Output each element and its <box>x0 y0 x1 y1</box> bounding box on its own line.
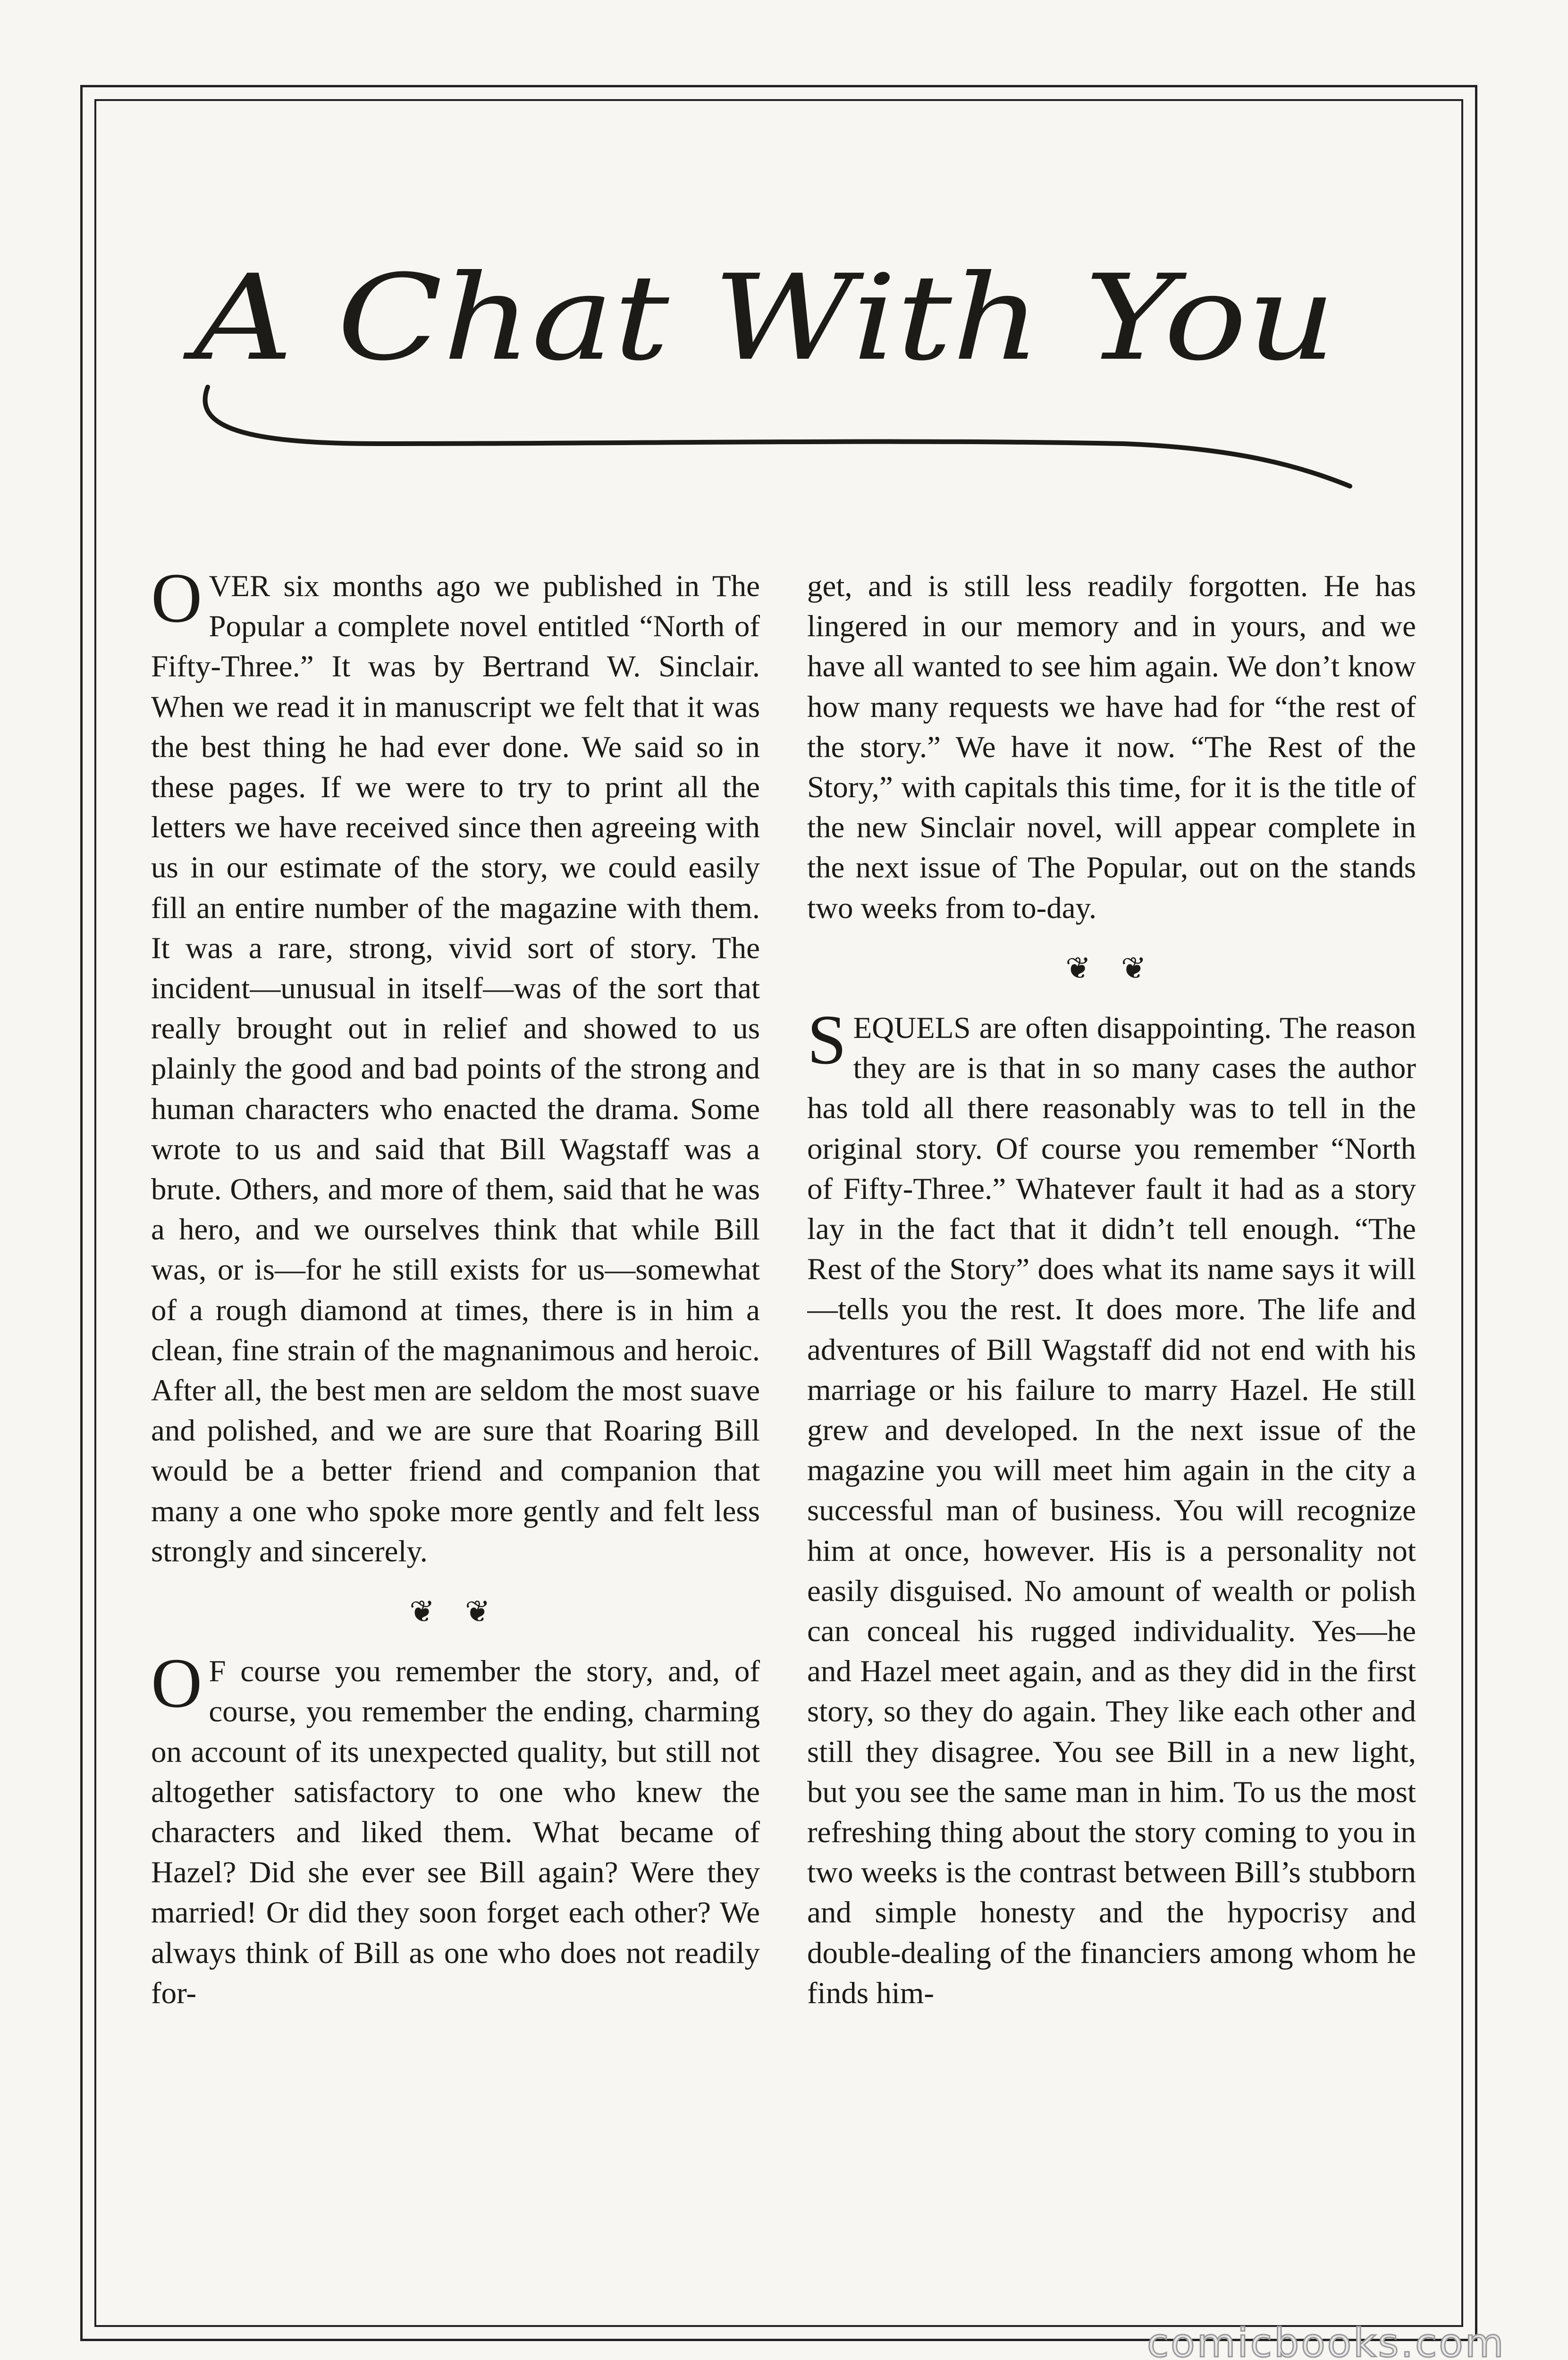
paragraph-text: VER six months ago we published in The Popular a complete novel entitled “North of Fifty-Three.” It was by Bertrand W. Sinclair. When we read it in manuscript we felt that it was the best thing he had ever done. We said so in these pages. If we were to try to print all the letters we have received since then agreeing with us in our estimate of the story, we could easily fill an entire number of the magazine with them. It was a rare, strong, vivid sort of story. The incident—unusual in itself—was of the sort that really brought out in relief and showed to us plainly the good and bad points of the strong and human characters who enacted the drama. Some wrote to us and said that Bill Wagstaff was a brute. Others, and more of them, said that he was a hero, and we ourselves think that while Bill was, or is—for he still exists for us—somewhat of a rough diamond at times, there is in him a clean, fine strain of the magnanimous and heroic. After all, the best men are seldom the most suave and polished, and we are sure that Roaring Bill would be a better friend and companion that many a one who spoke more gently and felt less strongly and sincerely. <box>151 569 760 1568</box>
paragraph-4 <box>807 1001 1416 2014</box>
drop-cap: S <box>807 1001 847 1079</box>
section-ornament: ❦ ❦ <box>1065 951 1158 985</box>
section-ornament: ❦ ❦ <box>409 1595 502 1629</box>
page-title <box>179 245 1388 510</box>
paragraph-text: F course you remember the story, and, of course, you remember the ending, charming on account of its unexpected quality, but still not altogether satisfactory to one who knew the characters and liked them. What became of Hazel? Did she ever see Bill again? Were they married! Or did they soon forget each other? We always think of Bill as one who does not readily for- <box>151 1654 760 2010</box>
watermark: comicbooks.com <box>1147 2320 1506 2360</box>
column-left <box>151 566 760 2294</box>
paragraph-3 <box>807 566 1416 928</box>
paragraph-text: get, and is still less readily forgotten. He has lingered in our memory and in yours, and we have all wanted to see him again. We don’t know how many requests we have had for “the rest of the story.” We have it now. “The Rest of the Story,” with capitals this time, for it is the title of the new Sinclair novel, will appear complete in the next issue of The Popular, out on the stands two weeks from to-day. <box>807 569 1416 925</box>
drop-cap: O <box>151 1644 202 1723</box>
paragraph-text: EQUELS are often disappointing. The reason they are is that in so many cases the author has told all there reasonably was to tell in the original story. Of course you remember “North of Fifty-Three.” Whatever fault it had as a story lay in the fact that it didn’t tell enough. “The Rest of the Story” does what its name says it will—tells you the rest. It does more. The life and adventures of Bill Wagstaff did not end with his marriage or his failure to marry Hazel. He still grew and developed. In the next issue of the magazine you will meet him again in the city a successful man of business. You will recognize him at once, however. His is a personality not easily disguised. No amount of wealth or polish can conceal his rugged individuality. Yes—he and Hazel meet again, and as they did in the first story, so they do again. They like each other and still they disagree. You see Bill in a new light, but you see the same man in him. To us the most refreshing thing about the story coming to you in two weeks is the contrast between Bill’s stubborn and simple honesty and the hypocrisy and double-dealing of the financiers among whom he finds him- <box>807 1011 1416 2010</box>
paragraph-1 <box>151 566 760 1572</box>
paragraph-2 <box>151 1644 760 2014</box>
column-right <box>807 566 1416 2294</box>
title-script-text: A Chat With You <box>182 249 1336 387</box>
drop-cap: O <box>151 566 202 637</box>
title-flourish <box>205 387 1350 486</box>
